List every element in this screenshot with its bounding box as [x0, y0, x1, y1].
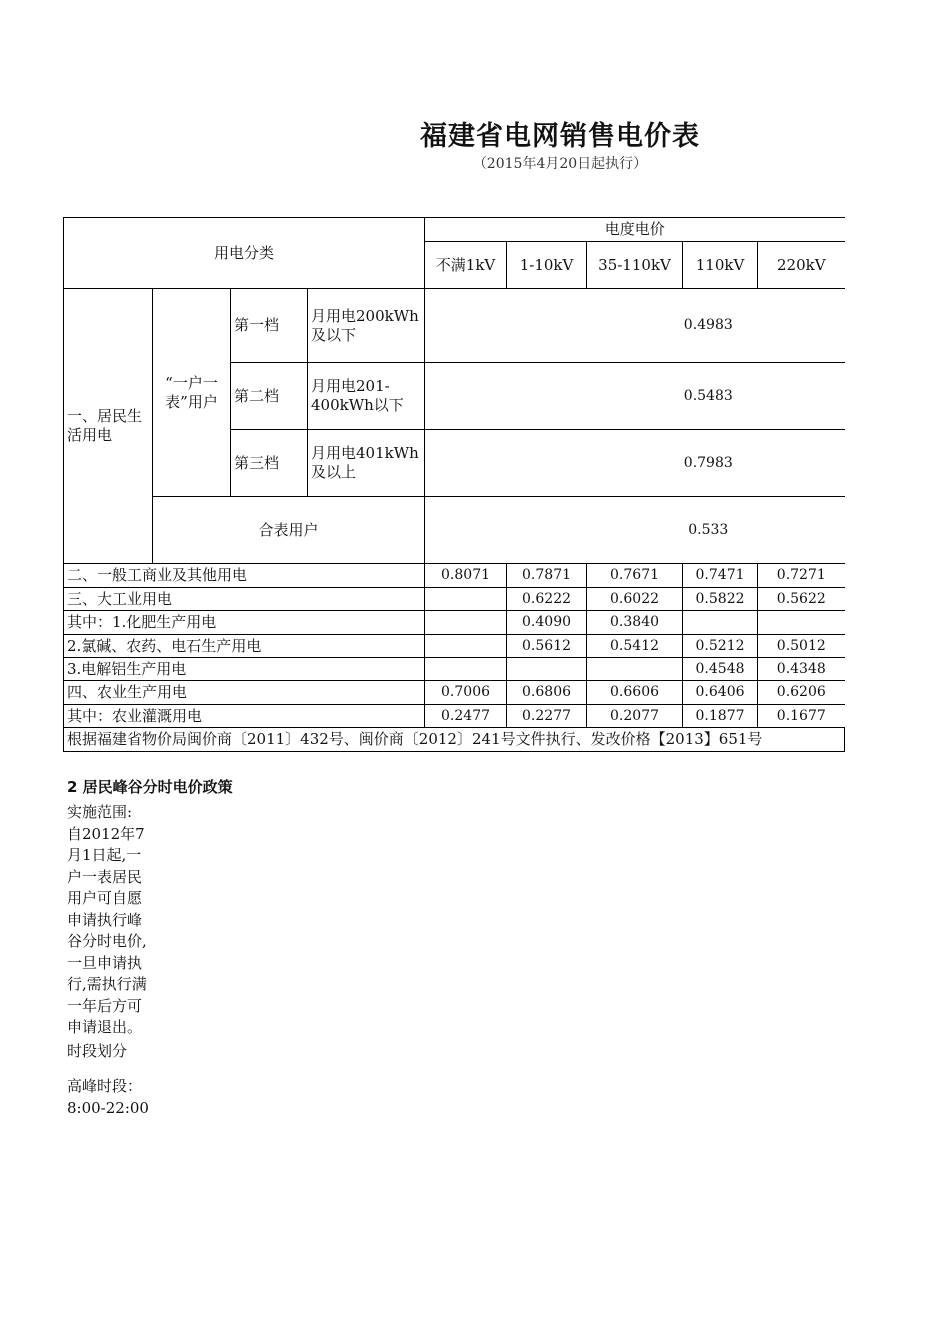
price-cell — [425, 658, 507, 681]
residential-tier-row — [64, 289, 845, 363]
header-price-group: 电度电价 — [425, 218, 845, 242]
table-note: 根据福建省物价局闽价商〔2011〕432号、闽价商〔2012〕241号文件执行、发改价格【2013】651号 — [64, 728, 845, 752]
tier-price: 0.5483 — [425, 363, 845, 430]
note-row — [64, 728, 845, 752]
row-label: 3.电解铝生产用电 — [64, 658, 425, 681]
table-row — [64, 564, 845, 588]
residential-label: 一、居民生活用电 — [64, 289, 153, 564]
scope-label: 实施范围: — [67, 803, 133, 821]
tier-label: 第一档 — [231, 289, 308, 363]
price-cell: 0.7671 — [587, 564, 683, 588]
price-cell: 0.4090 — [507, 611, 587, 635]
price-cell: 0.7471 — [683, 564, 758, 588]
tier-range: 月用电200kWh及以下 — [308, 289, 425, 363]
price-cell: 0.5612 — [507, 635, 587, 658]
policy-body — [67, 802, 149, 1119]
tier-range: 月用电401kWh及以上 — [308, 430, 425, 497]
price-cell — [425, 588, 507, 611]
header-row-1 — [64, 218, 845, 242]
price-cell: 0.2477 — [425, 705, 507, 728]
row-label: 2.氯碱、农药、电石生产用电 — [64, 635, 425, 658]
combined-meter-label: 合表用户 — [153, 497, 425, 564]
price-cell: 0.6206 — [758, 681, 845, 705]
peak-period: 高峰时段：8:00-22:00 — [67, 1077, 149, 1117]
tariff-table — [63, 217, 845, 752]
price-cell: 0.6222 — [507, 588, 587, 611]
price-cell — [425, 611, 507, 635]
price-cell: 0.8071 — [425, 564, 507, 588]
row-label: 三、大工业用电 — [64, 588, 425, 611]
price-cell: 0.2277 — [507, 705, 587, 728]
price-cell: 0.4348 — [758, 658, 845, 681]
table-row — [64, 611, 845, 635]
tier-price: 0.7983 — [425, 430, 845, 497]
table-row — [64, 705, 845, 728]
single-meter-label: “一户一表”用户 — [153, 289, 231, 497]
price-cell: 0.5212 — [683, 635, 758, 658]
row-label: 其中：1.化肥生产用电 — [64, 611, 425, 635]
header-voltage: 1-10kV — [507, 242, 587, 289]
header-voltage: 35-110kV — [587, 242, 683, 289]
row-label: 其中：农业灌溉用电 — [64, 705, 425, 728]
table-row — [64, 658, 845, 681]
header-voltage: 110kV — [683, 242, 758, 289]
price-cell: 0.3840 — [587, 611, 683, 635]
price-cell: 0.7006 — [425, 681, 507, 705]
price-cell: 0.5622 — [758, 588, 845, 611]
header-voltage: 不满1kV — [425, 242, 507, 289]
price-cell — [587, 658, 683, 681]
price-cell: 0.6406 — [683, 681, 758, 705]
price-cell: 0.6022 — [587, 588, 683, 611]
price-cell: 0.7271 — [758, 564, 845, 588]
price-cell: 0.4548 — [683, 658, 758, 681]
price-cell: 0.5012 — [758, 635, 845, 658]
header-voltage: 220kV — [758, 242, 845, 289]
tier-label: 第二档 — [231, 363, 308, 430]
price-cell: 0.2077 — [587, 705, 683, 728]
row-label: 四、农业生产用电 — [64, 681, 425, 705]
page-title: 福建省电网销售电价表 — [420, 121, 700, 152]
price-cell — [683, 611, 758, 635]
tier-range: 月用电201-400kWh以下 — [308, 363, 425, 430]
price-cell — [507, 658, 587, 681]
price-cell — [425, 635, 507, 658]
table-row — [64, 681, 845, 705]
table-row — [64, 635, 845, 658]
page-subtitle: （2015年4月20日起执行） — [472, 156, 648, 172]
price-cell: 0.7871 — [507, 564, 587, 588]
policy-title: 2 居民峰谷分时电价政策 — [67, 778, 233, 796]
price-cell: 0.5412 — [587, 635, 683, 658]
price-cell: 0.6806 — [507, 681, 587, 705]
tariff-table-container — [63, 217, 845, 752]
price-cell: 0.5822 — [683, 588, 758, 611]
table-row — [64, 588, 845, 611]
price-cell: 0.1877 — [683, 705, 758, 728]
price-cell: 0.6606 — [587, 681, 683, 705]
price-cell — [758, 611, 845, 635]
price-cell: 0.1677 — [758, 705, 845, 728]
period-label: 时段划分 — [67, 1041, 128, 1060]
header-category: 用电分类 — [64, 218, 425, 289]
combined-meter-price: 0.533 — [425, 497, 845, 564]
row-label: 二、一般工商业及其他用电 — [64, 564, 425, 588]
tier-label: 第三档 — [231, 430, 308, 497]
tier-price: 0.4983 — [425, 289, 845, 363]
combined-meter-row — [64, 497, 845, 564]
scope-text: 自2012年7月1日起,一户一表居民用户可自愿申请执行峰谷分时电价,一旦申请执行,需执行满一年后方可申请退出。 — [67, 824, 147, 1036]
